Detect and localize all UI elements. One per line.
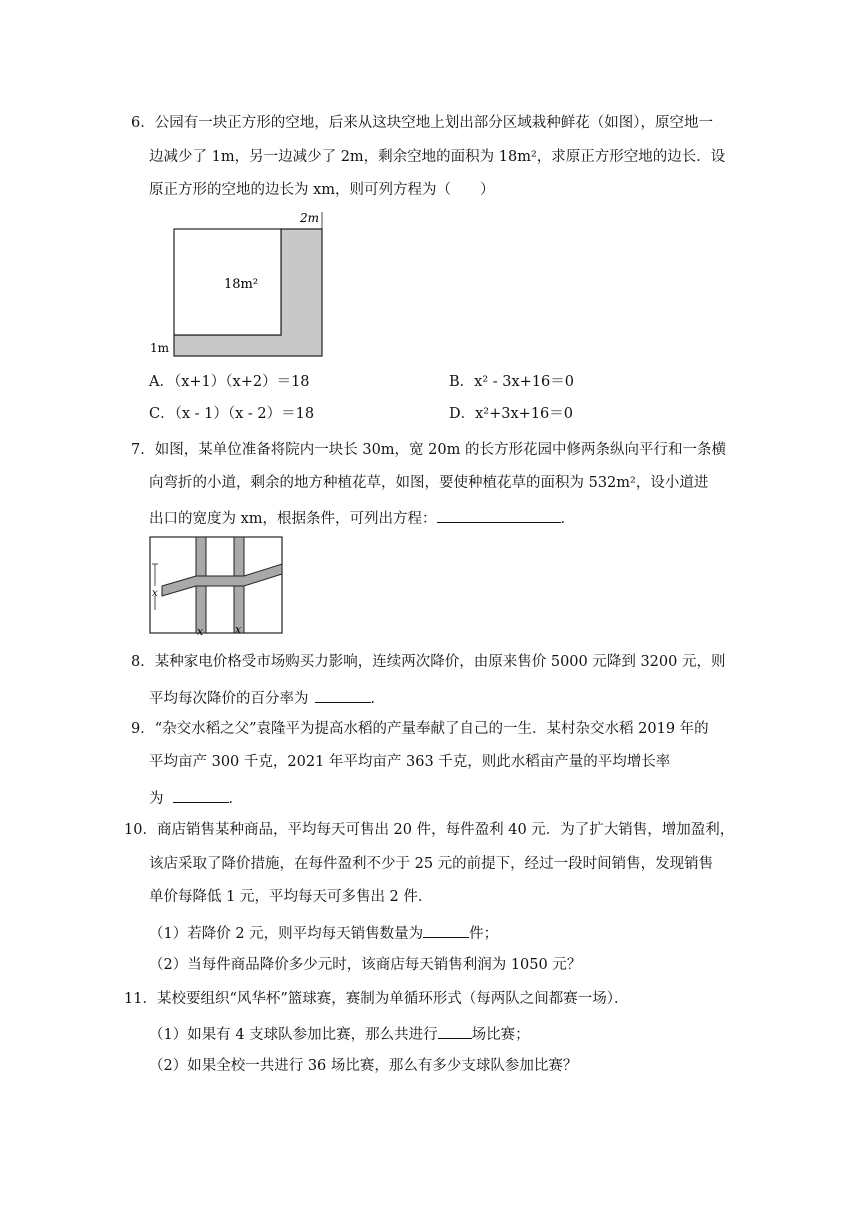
q7-line-2: 向弯折的小道，剩余的地方种植花草，如图，要使种植花草的面积为 532m²，设小道进	[149, 475, 709, 491]
q6-number: 6．	[131, 115, 155, 131]
q7-figure	[146, 534, 286, 638]
q9-line-1	[131, 719, 709, 739]
q10-sub-1-text: （1）若降价 2 元，则平均每天销售数量为	[149, 926, 424, 942]
q9-text-3: 为	[149, 791, 164, 807]
q11-sub-2: （2）如果全校一共进行 36 场比赛，那么有多少支球队参加比赛？	[149, 1058, 578, 1074]
q10-line-1	[124, 820, 734, 840]
q6-line-3: 原正方形的空地的边长为 xm，则可列方程为（ ）	[149, 182, 495, 198]
q7-number: 7．	[131, 442, 155, 458]
q7-text-3: 出口的宽度为 xm，根据条件，可列出方程：	[149, 511, 437, 527]
q10-text-1: 商店销售某种商品，平均每天可售出 20 件，每件盈利 40 元．为了扩大销售，增加盈利，	[156, 822, 735, 838]
q6-line-2: 边减少了 1m，另一边减少了 2m，剩余空地的面积为 18m²，求原正方形空地的边长．设	[149, 149, 726, 165]
q9-line-2: 平均亩产 300 千克，2021 年平均亩产 363 千克，则此水稻亩产量的平均增长率	[149, 754, 671, 770]
q8-number: 8．	[131, 654, 155, 670]
q10-sub-1-end: 件；	[469, 926, 499, 942]
q9-line-3	[149, 786, 243, 809]
q9-number: 9．	[131, 721, 155, 737]
q7-text-1: 如图，某单位准备将院内一块长 30m，宽 20m 的长方形花园中修两条纵向平行和一条横	[154, 442, 726, 458]
q6-line-1	[131, 113, 713, 133]
q6-option-d: D．x²+3x+16＝0	[449, 406, 573, 422]
q10-sub-2: （2）当每件商品降价多少元时，该商店每天销售利润为 1050 元？	[149, 957, 582, 973]
q11-line-1	[124, 989, 629, 1009]
q11-text-1: 某校要组织“风华杯”篮球赛，赛制为单循环形式（每两队之间都赛一场）．	[156, 991, 629, 1007]
q9-text-1: “杂交水稻之父”袁隆平为提高水稻的产量奉献了自己的一生．某村杂交水稻 2019 年的	[154, 721, 709, 737]
q9-text-3-end: ．	[228, 791, 243, 807]
q11-number: 11．	[124, 991, 157, 1007]
q9-answer-blank[interactable]	[173, 786, 229, 803]
q7-bottom-label-1: x	[197, 625, 204, 638]
q6-option-a: A．（x+1）（x+2）＝18	[149, 374, 310, 390]
q8-answer-blank[interactable]	[315, 686, 371, 703]
q10-answer-blank[interactable]	[423, 921, 469, 938]
q7-left-label: x	[152, 588, 158, 599]
q10-line-3: 单价每降低 1 元，平均每天可多售出 2 件．	[149, 889, 433, 905]
q11-sub-1	[149, 1022, 530, 1045]
q7-bottom-label-2: x	[235, 623, 242, 636]
q8-text-1: 某种家电价格受市场购买力影响，连续两次降价，由原来售价 5000 元降到 3200 元，则	[154, 654, 726, 670]
q8-text-2: 平均每次降价的百分率为	[149, 691, 309, 707]
q7-line-3	[149, 506, 575, 529]
q6-figure	[144, 208, 334, 360]
q7-text-3-end: ．	[560, 511, 576, 527]
q7-answer-blank[interactable]	[437, 506, 561, 523]
q6-text-1: 公园有一块正方形的空地，后来从这块空地上划出部分区域栽种鲜花（如图），原空地一	[154, 115, 713, 131]
q6-left-label: 1m	[150, 341, 170, 355]
q11-sub-1-end: 场比赛；	[471, 1027, 530, 1043]
q6-option-b: B．x² - 3x+16＝0	[449, 374, 574, 390]
q8-text-2-end: ．	[370, 691, 385, 707]
q11-answer-blank[interactable]	[438, 1022, 472, 1039]
q8-line-2	[149, 686, 385, 709]
q6-area-label: 18m²	[224, 277, 259, 292]
q10-number: 10．	[124, 822, 157, 838]
q10-sub-1	[149, 921, 498, 944]
q8-line-1	[131, 652, 725, 672]
q10-line-2: 该店采取了降价措施，在每件盈利不少于 25 元的前提下，经过一段时间销售，发现销售	[149, 856, 714, 872]
q7-line-1	[131, 440, 726, 460]
q6-option-c: C．（x - 1）（x - 2）＝18	[149, 406, 315, 422]
q11-sub-1-text: （1）如果有 4 支球队参加比赛，那么共进行	[149, 1027, 438, 1043]
q6-top-label: 2m	[300, 211, 320, 225]
